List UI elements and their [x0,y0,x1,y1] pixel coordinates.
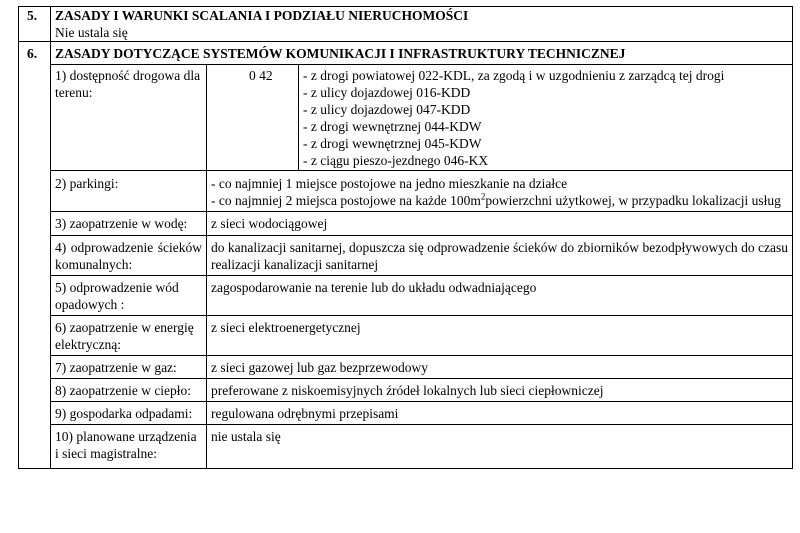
row-value [299,65,793,171]
row-label: 1) dostępność drogowa dla terenu: [51,65,207,171]
list-item: - z ciągu pieszo-jezdnego 046-KX [303,153,489,168]
table-row [19,171,793,212]
superscript: 2 [480,191,486,202]
row-label: 4) odprowadzenie ścieków komunalnych: [51,236,207,276]
section-title: ZASADY DOTYCZĄCE SYSTEMÓW KOMUNIKACJI I INFRASTRUKTURY TECHNICZNEJ [51,42,793,65]
table-row [19,379,793,402]
row-label: 2) parkingi: [51,171,207,212]
row-label: 7) zaopatrzenie w gaz: [51,356,207,379]
text-part: powierzchni użytkowej, w przypadku lokalizacji usług [485,193,781,208]
list-item [211,193,781,208]
row-label: 9) gospodarka odpadami: [51,402,207,425]
row-label: 5) odprowadzenie wód opadowych : [51,276,207,316]
section-5-row [19,7,793,42]
row-value: z sieci wodociągowej [207,212,793,236]
table-row [19,236,793,276]
row-value: z sieci elektroenergetycznej [207,316,793,356]
row-value: z sieci gazowej lub gaz bezprzewodowy [207,356,793,379]
section-number: 5. [19,7,51,42]
list-item: - z ulicy dojazdowej 016-KDD [303,85,471,100]
table-row [19,276,793,316]
table-row [19,402,793,425]
row-value: nie ustala się [207,425,793,469]
row-label: 10) planowane urządzenia i sieci magistralne: [51,425,207,469]
list-item: - z drogi powiatowej 022-KDL, za zgodą i w uzgodnieniu z zarządcą tej drogi [303,68,725,83]
row-value: do kanalizacji sanitarnej, dopuszcza się odprowadzenie ścieków do zbiorników bezodpływowych do czasu realizacji kanalizacji sanitarnej [207,236,793,276]
plan-table [18,6,793,469]
text-part: - co najmniej 2 miejsca postojowe na każde 100m [211,193,481,208]
row-label: 8) zaopatrzenie w ciepło: [51,379,207,402]
list-item: - z ulicy dojazdowej 047-KDD [303,102,471,117]
table-row [19,356,793,379]
list-item: - z drogi wewnętrznej 045-KDW [303,136,482,151]
section-title: ZASADY I WARUNKI SCALANIA I PODZIAŁU NIERUCHOMOŚCI [55,8,469,23]
row-label: 3) zaopatrzenie w wodę: [51,212,207,236]
section-6-header-row [19,42,793,65]
row-value: preferowane z niskoemisyjnych źródeł lokalnych lub sieci ciepłowniczej [207,379,793,402]
table-row [19,316,793,356]
row-label: 6) zaopatrzenie w energię elektryczną: [51,316,207,356]
row-value [207,171,793,212]
table-row [19,212,793,236]
section-value: Nie ustala się [55,25,128,40]
section-5-cell [51,7,793,42]
list-item: - z drogi wewnętrznej 044-KDW [303,119,482,134]
row-code: 0 42 [207,65,299,171]
table-row [19,65,793,171]
row-value: zagospodarowanie na terenie lub do układu odwadniającego [207,276,793,316]
list-item: - co najmniej 1 miejsce postojowe na jedno mieszkanie na działce [211,176,568,191]
row-value: regulowana odrębnymi przepisami [207,402,793,425]
section-number: 6. [19,42,51,469]
table-row [19,425,793,469]
